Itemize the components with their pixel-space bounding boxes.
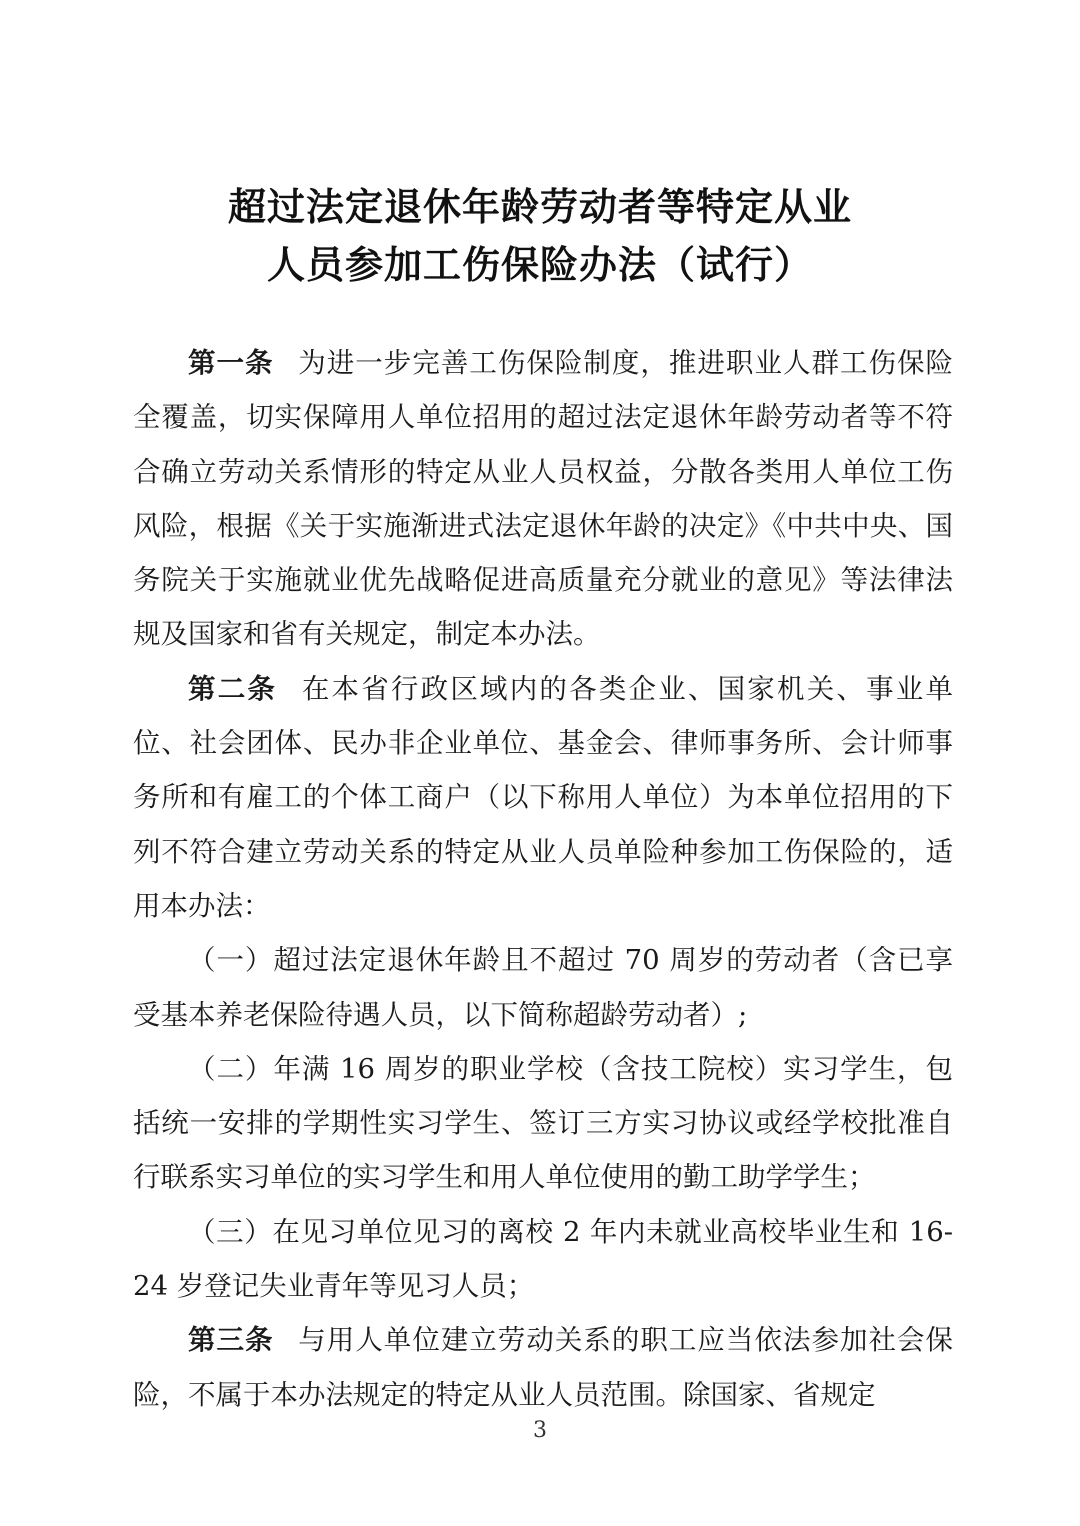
paragraph-text: （二）年满 16 周岁的职业学校（含技工院校）实习学生，包括统一安排的学期性实习学生、签订三方实习协议或经学校批准自行联系实习单位的实习学生和用人单位使用的勤工助学学生；	[133, 1052, 953, 1194]
paragraph-item-3	[133, 1205, 953, 1314]
article-number: 第二条	[188, 672, 278, 705]
document-title-line-2: 人员参加工伤保险办法（试行）	[266, 243, 813, 287]
paragraph-text: 为进一步完善工伤保险制度，推进职业人群工伤保险全覆盖，切实保障用人单位招用的超过法定退休年龄劳动者等不符合确立劳动关系情形的特定从业人员权益，分散各类用人单位工伤风险，根据《关于实施渐进式法定退休年龄的决定》《中共中央、国务院关于实施就业优先战略促进高质量充分就业的意见》等法律法规及国家和省有关规定，制定本办法。	[133, 347, 953, 651]
paragraph-item-1	[133, 933, 953, 1042]
paragraph-text: 在本省行政区域内的各类企业、国家机关、事业单位、社会团体、民办非企业单位、基金会、律师事务所、会计师事务所和有雇工的个体工商户（以下称用人单位）为本单位招用的下列不符合建立劳动关系的特定从业人员单险种参加工伤保险的，适用本办法：	[133, 672, 953, 922]
paragraph-text: （一）超过法定退休年龄且不超过 70 周岁的劳动者（含已享受基本养老保险待遇人员，以下简称超龄劳动者）;	[133, 944, 953, 1031]
paragraph-article-3	[133, 1313, 953, 1422]
article-number: 第一条	[188, 347, 274, 379]
paragraph-article-2	[133, 662, 953, 933]
paragraph-item-2	[133, 1042, 953, 1205]
document-title-line-1: 超过法定退休年龄劳动者等特定从业	[227, 185, 852, 229]
document-body	[133, 336, 953, 1422]
article-number: 第三条	[188, 1324, 274, 1357]
paragraph-text: （三）在见习单位见习的离校 2 年内未就业高校毕业生和 16-24 岁登记失业青年等见习人员；	[133, 1215, 953, 1303]
page-number: 3	[533, 1418, 547, 1443]
paragraph-article-1	[133, 336, 953, 662]
paragraph-text: 与用人单位建立劳动关系的职工应当依法参加社会保险，不属于本办法规定的特定从业人员范围。除国家、省规定	[133, 1324, 953, 1411]
